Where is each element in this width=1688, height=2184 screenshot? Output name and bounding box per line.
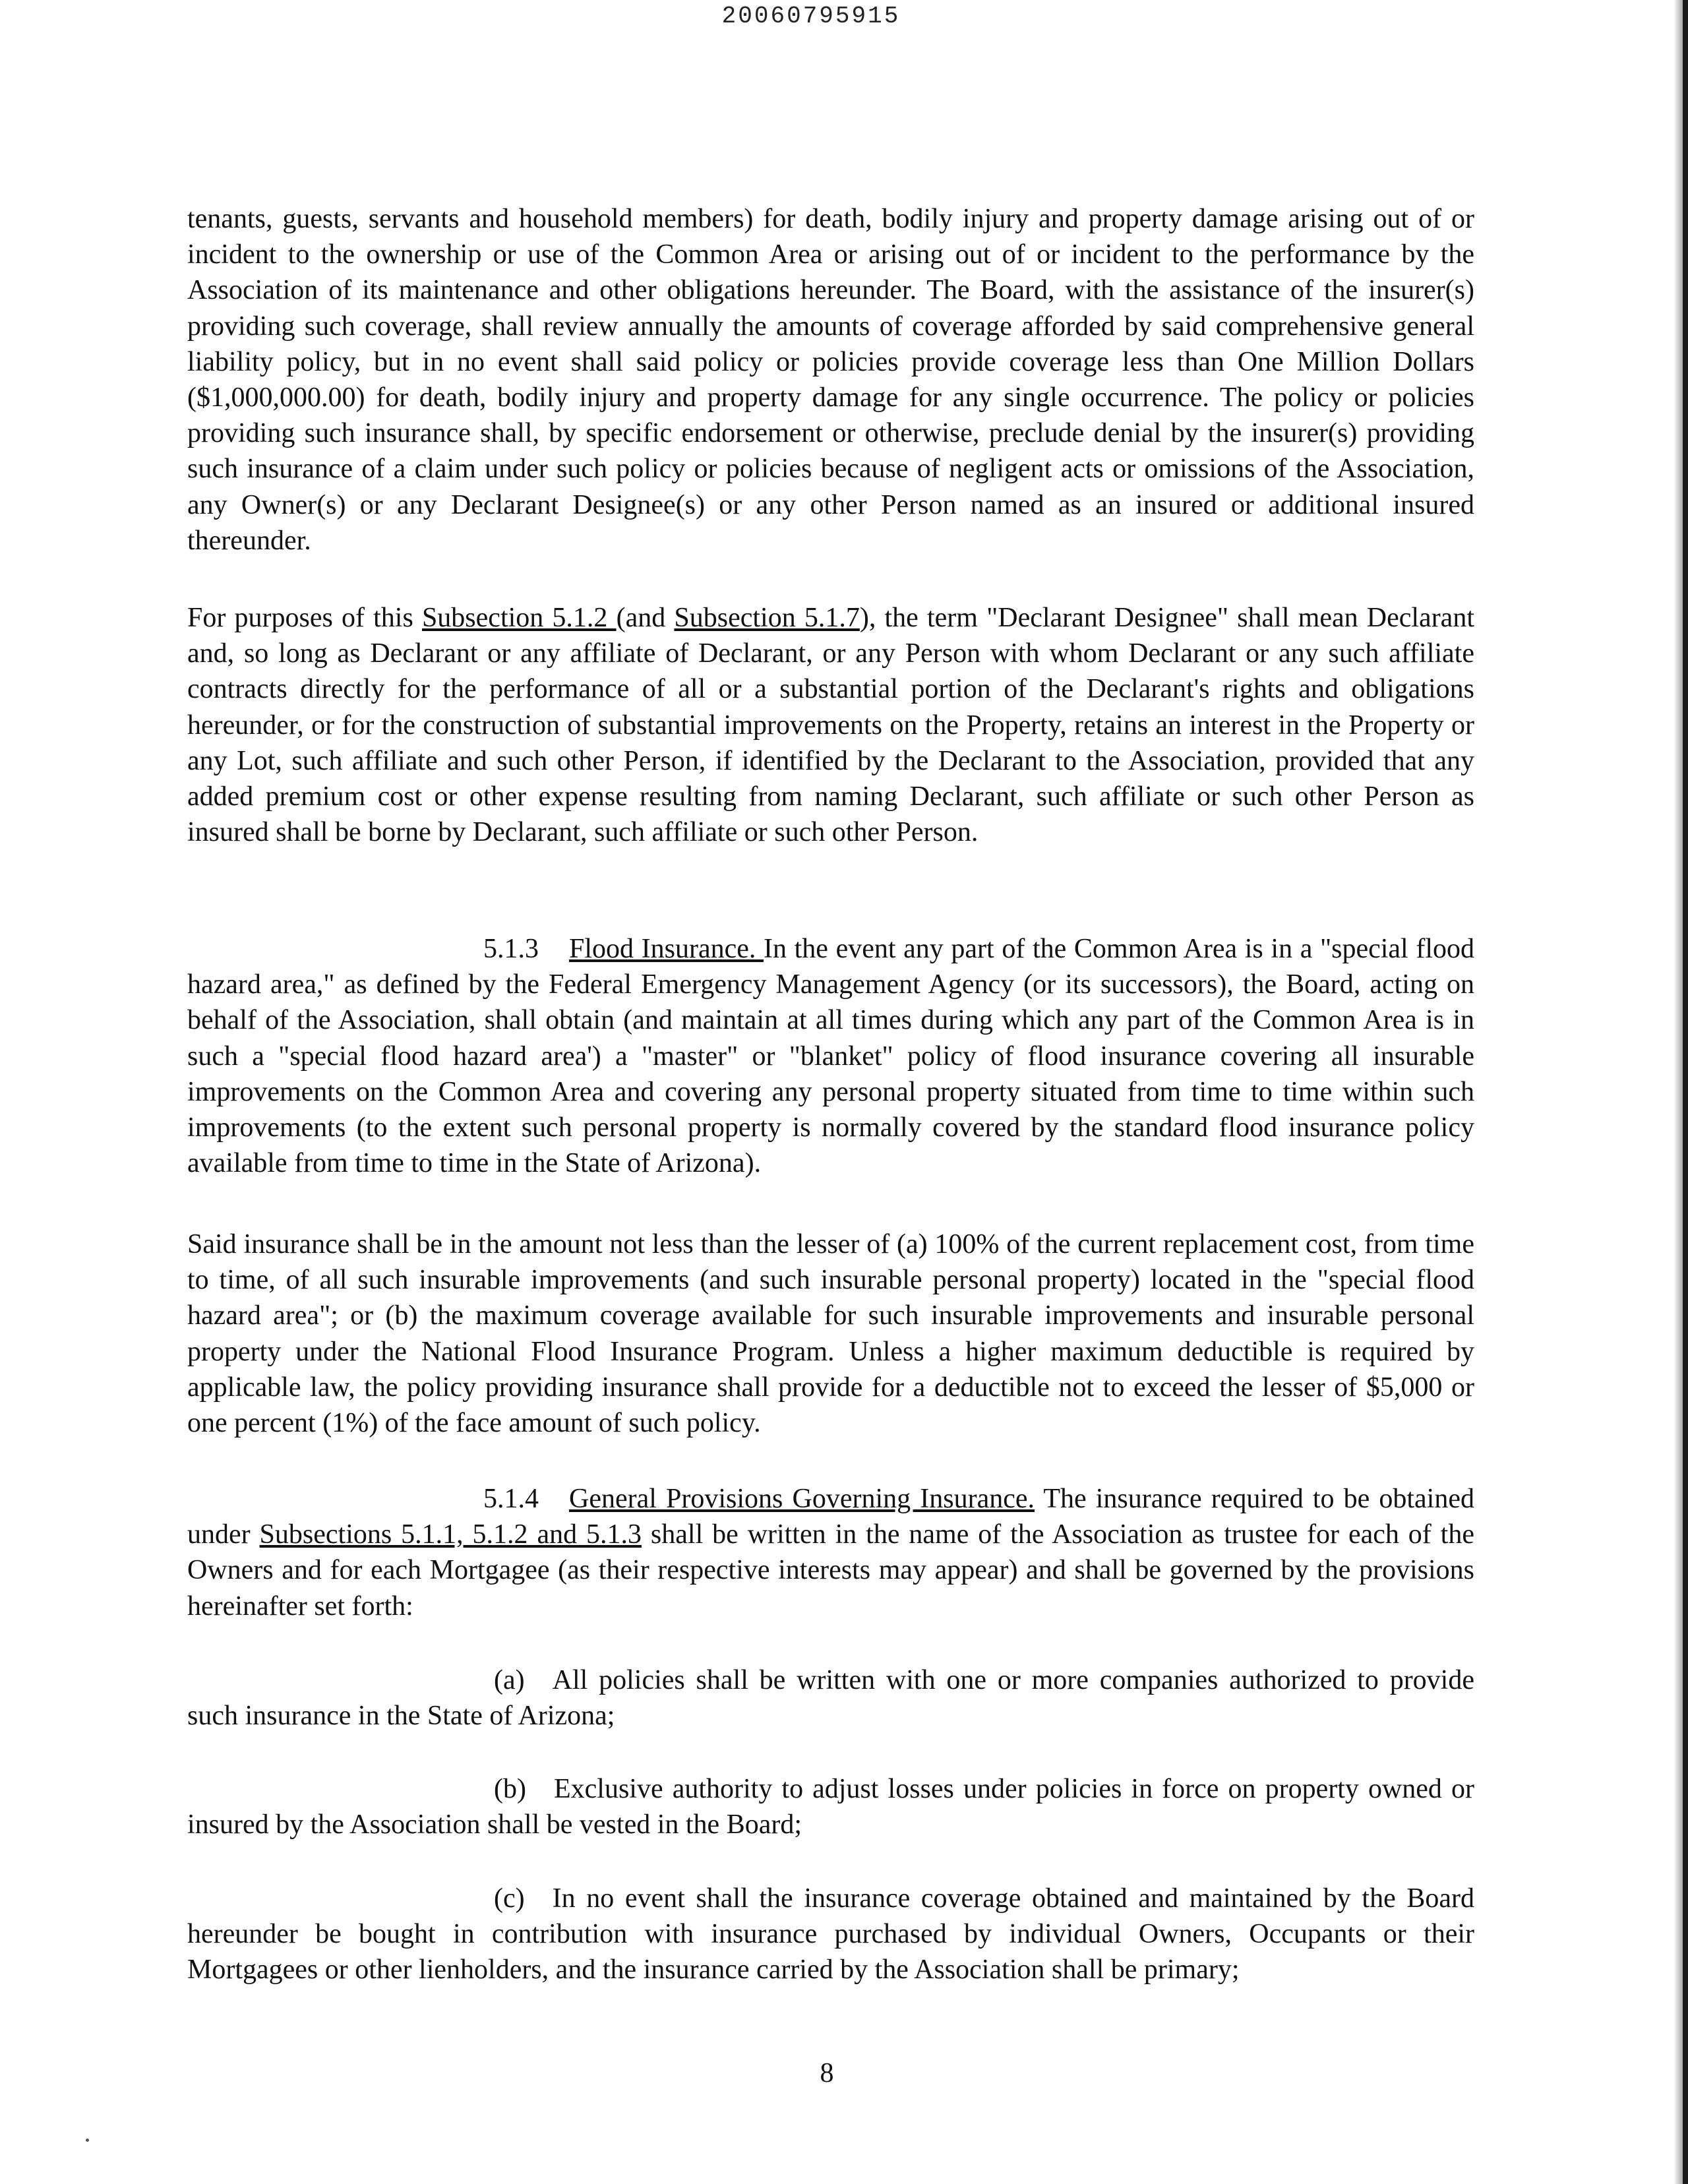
paragraph-text: In the event any part of the Common Area is in a "special flood hazard area," as defined by the Federal Emergency Management Agency (or its successors), the Board, acting on behalf of the Association, shall obtain (and maintain at all times during which any part of the Common Area is in such a "special flood hazard area') a "master" or "blanket" policy of flood insurance covering all insurable improvements on the Common Area and covering any personal property situated from time to time within such improvements (to the extent such personal property is normally covered by the standard flood insurance policy available from time to time in the State of Arizona). xyxy=(187,934,1474,1179)
paragraph-text: tenants, guests, servants and household members) for death, bodily injury and property damage arising out of or incident to the ownership or use of the Common Area or arising out of or incident to the performance by the Association of its maintenance and other obligations hereunder. The Board, with the assistance of the insurer(s) providing such coverage, shall review annually the amounts of coverage afforded by said comprehensive general liability policy, but in no event shall said policy or policies provide coverage less than One Million Dollars ($1,000,000.00) for death, bodily injury and property damage for any single occurrence. The policy or policies providing such insurance shall, by specific endorsement or otherwise, preclude denial by the insurer(s) providing such insurance of a claim under such policy or policies because of negligent acts or omissions of the Association, any Owner(s) or any Declarant Designee(s) or any other Person named as an insured or additional insured thereunder. xyxy=(187,204,1474,556)
page-number: 8 xyxy=(820,2058,834,2088)
list-item xyxy=(187,1881,1474,1988)
paragraph-flood-amount xyxy=(187,1227,1474,1441)
item-text: All policies shall be written with one or more companies authorized to provide such insurance in the State of Arizona; xyxy=(187,1665,1474,1732)
section-number: 5.1.4 xyxy=(483,1484,539,1514)
list-item xyxy=(187,1662,1474,1734)
scan-edge-shadow xyxy=(1673,0,1683,2184)
item-label: (c) xyxy=(494,1883,525,1914)
item-label: (b) xyxy=(494,1774,526,1804)
paragraph-text: shall be written in the name of the Association as trustee for each of the Owners and for each Mortgagee (as their respective interests may appear) and shall be governed by the provisions hereinafter set forth: xyxy=(187,1519,1474,1622)
section-5-1-4 xyxy=(187,1481,1474,1624)
paragraph-liability-coverage xyxy=(187,201,1474,559)
section-heading: General Provisions Governing Insurance. xyxy=(569,1484,1035,1514)
scan-speck xyxy=(86,2138,89,2142)
paragraph-declarant-designee xyxy=(187,600,1474,850)
subsection-reference: Subsection 5.1.7 xyxy=(674,603,860,633)
item-text: In no event shall the insurance coverage obtained and maintained by the Board hereunder be bought in contribution with insurance purchased by individual Owners, Occupants or their Mortgagees or other lienholders, and the insurance carried by the Association shall be primary; xyxy=(187,1883,1474,1986)
paragraph-text: For purposes of this xyxy=(187,603,422,633)
scan-edge xyxy=(1683,0,1688,2184)
section-number: 5.1.3 xyxy=(483,934,539,964)
paragraph-text: (and xyxy=(616,603,675,633)
document-number: 20060795915 xyxy=(721,3,901,30)
section-heading: Flood Insurance. xyxy=(569,934,764,964)
paragraph-text: ), the term "Declarant Designee" shall mean Declarant and, so long as Declarant or any affiliate of Declarant, or any Person with whom Declarant or any such affiliate contracts directly for the performance of all or a substantial portion of the Declarant's rights and obligations hereunder, or for the construction of substantial improvements on the Property, retains an interest in the Property or any Lot, such affiliate and such other Person, if identified by the Declarant to the Association, provided that any added premium cost or other expense resulting from naming Declarant, such affiliate or such other Person as insured shall be borne by Declarant, such affiliate or such other Person. xyxy=(187,603,1474,848)
item-text: Exclusive authority to adjust losses under policies in force on property owned or insured by the Association shall be vested in the Board; xyxy=(187,1774,1474,1840)
item-label: (a) xyxy=(494,1665,525,1695)
list-item xyxy=(187,1771,1474,1842)
subsection-reference: Subsections 5.1.1, 5.1.2 and 5.1.3 xyxy=(259,1519,642,1550)
subsection-reference: Subsection 5.1.2 xyxy=(421,603,617,633)
paragraph-text: Said insurance shall be in the amount not less than the lesser of (a) 100% of the current replacement cost, from time to time, of all such insurable improvements (and such insurable personal property) located in the "special flood hazard area"; or (b) the maximum coverage available for such insurable improvements and insurable personal property under the National Flood Insurance Program. Unless a higher maximum deductible is required by applicable law, the policy providing insurance shall provide for a deductible not to exceed the lesser of $5,000 or one percent (1%) of the face amount of such policy. xyxy=(187,1229,1474,1439)
paragraph-text: The insurance required to be obtained under xyxy=(187,1484,1474,1550)
section-5-1-3 xyxy=(187,931,1474,1181)
